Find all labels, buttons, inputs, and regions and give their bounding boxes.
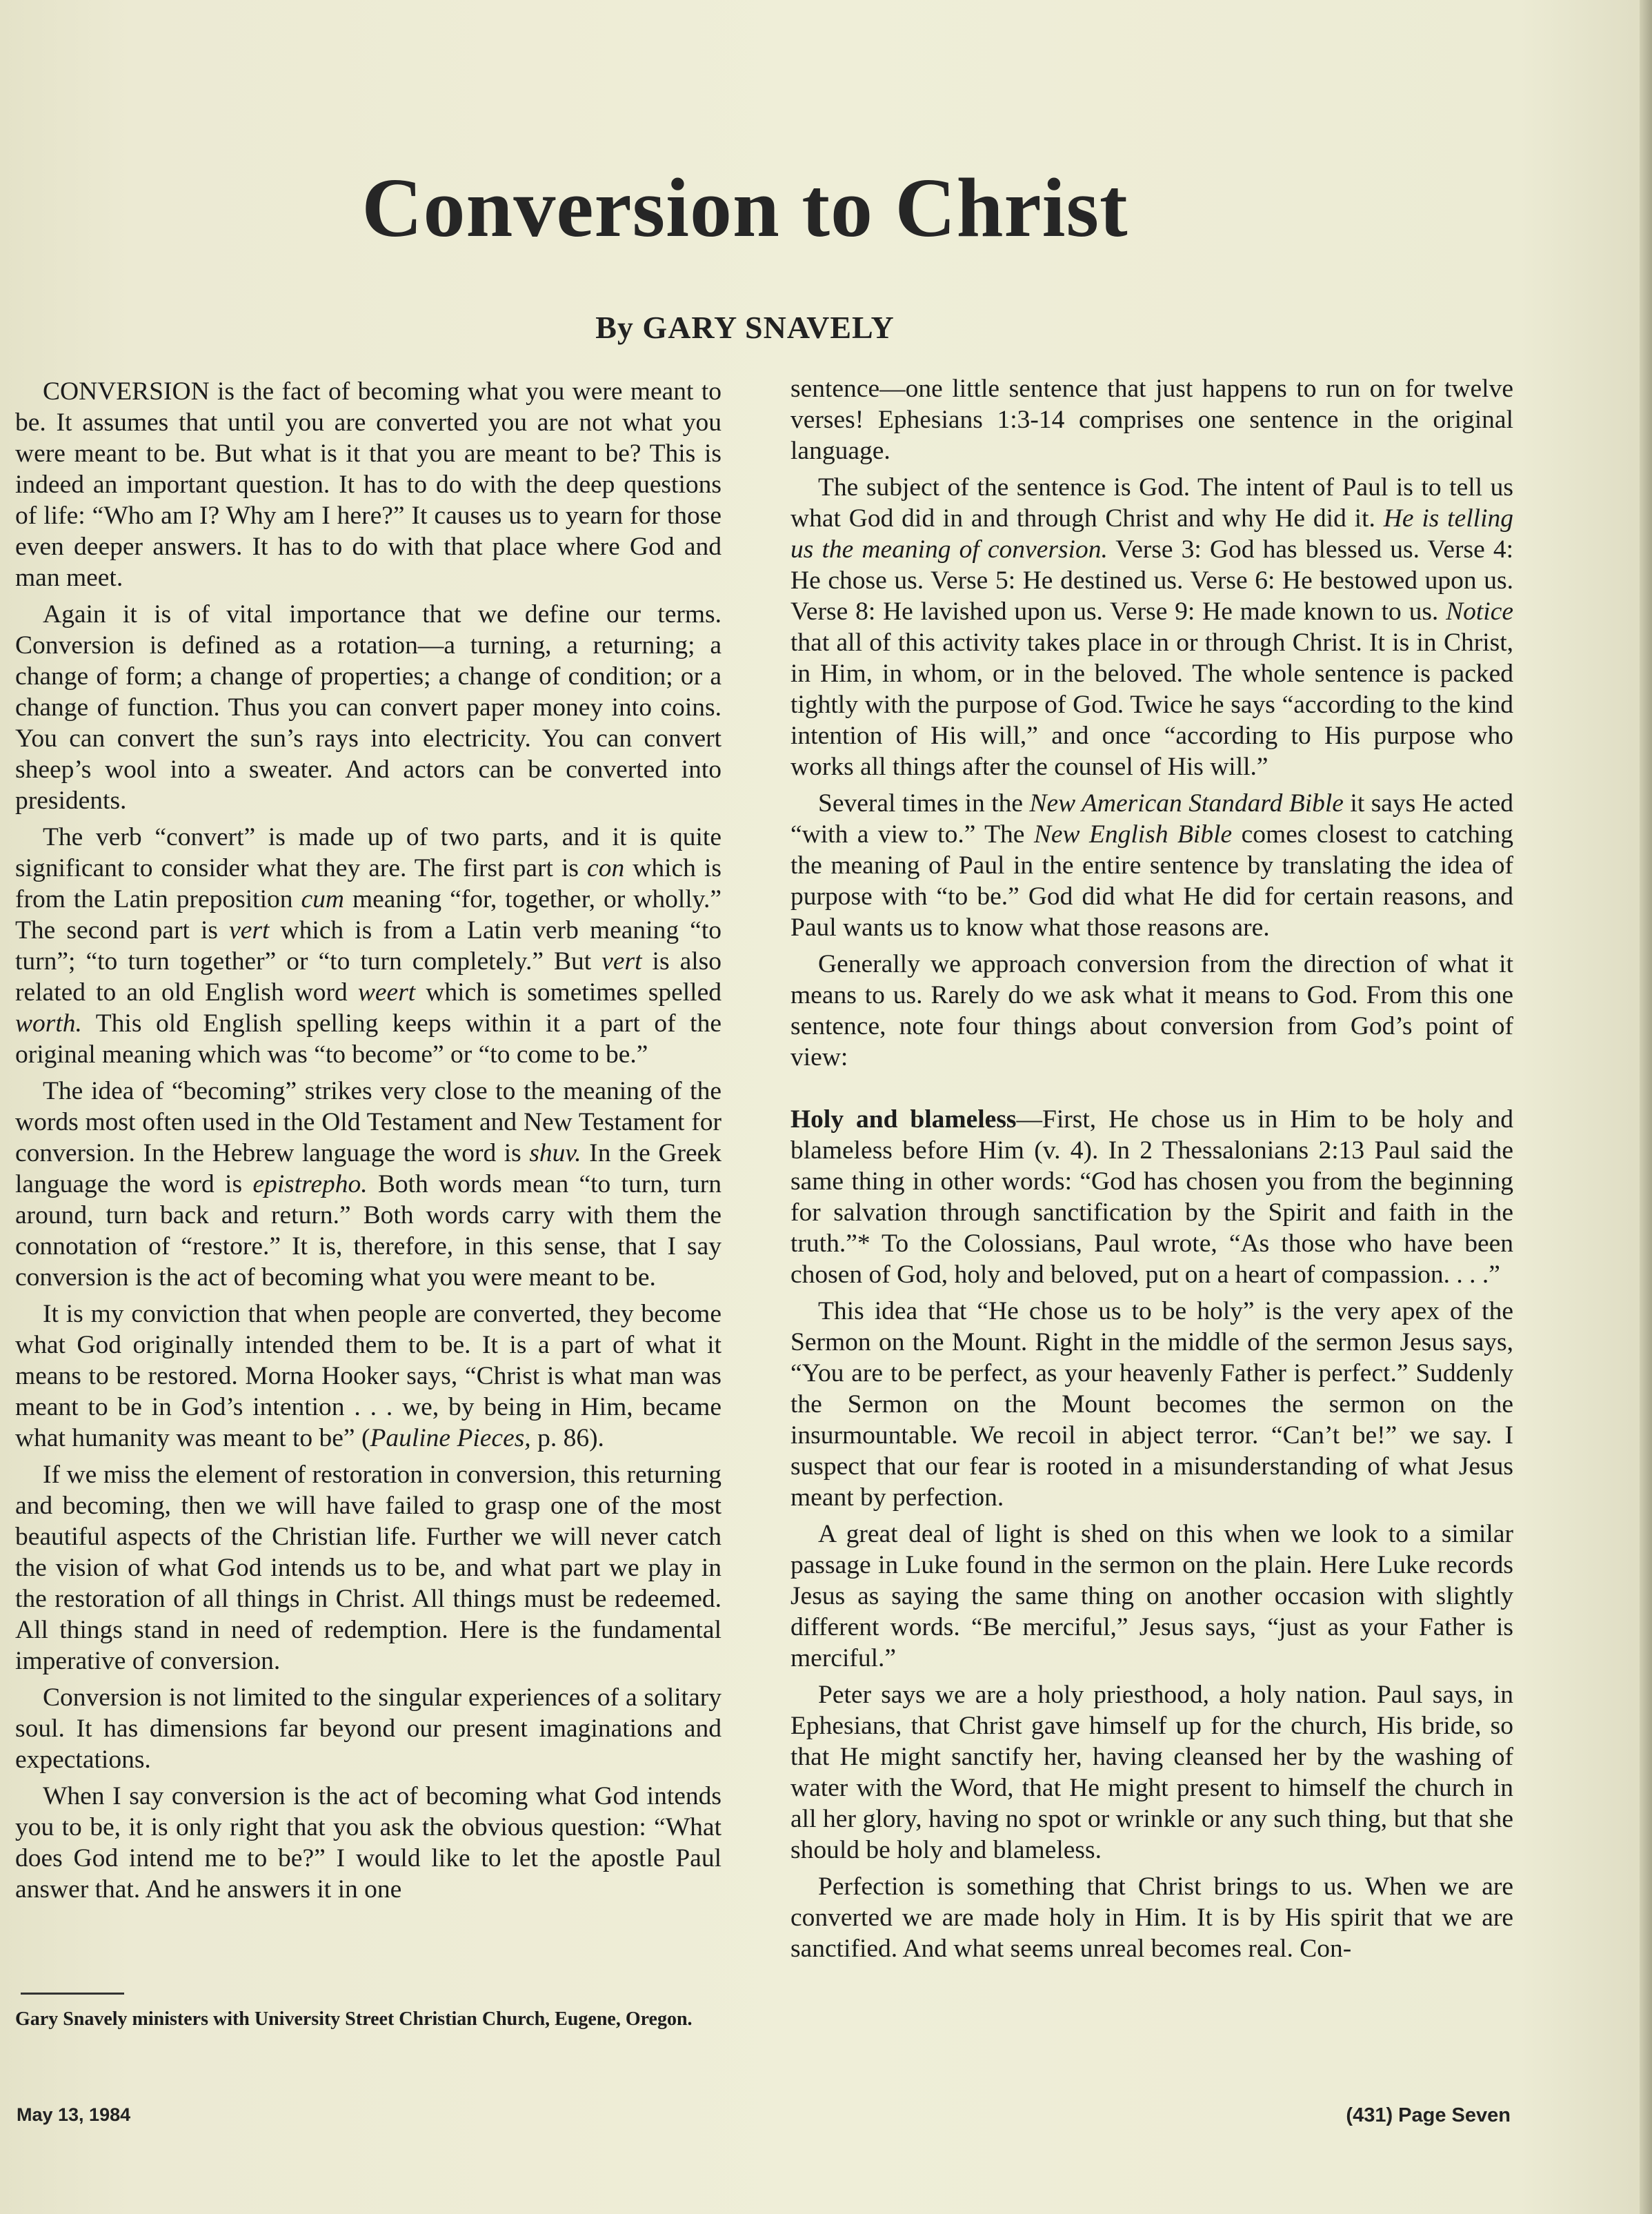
paragraph: Conversion is not limited to the singular experiences of a solitary soul. It has dimensions far beyond our present imaginations and expectations. [15, 1683, 721, 1774]
paragraph: sentence—one little sentence that just happens to run on for twelve verses! Ephesians 1:3-14 comprises one sentence in the original language. [790, 375, 1513, 465]
left-column [15, 376, 721, 1910]
paragraph: Again it is of vital importance that we define our terms. Conversion is defined as a rotation—a turning, a returning; a change of form; a change of properties; a change of condition; or a change of function. Thus you can convert paper money into coins. You can convert the sun’s rays into electricity. You can convert sheep’s wool into a sweater. And actors can be converted into presidents. [15, 600, 721, 815]
article-title: Conversion to Christ [361, 161, 1128, 255]
paragraph: A great deal of light is shed on this when we look to a similar passage in Luke found in the sermon on the plain. Here Luke records Jesus as saying the same thing on another occasion with slightly different words. “Be merciful,” Jesus says, “just as your Father is merciful.” [790, 1520, 1513, 1672]
paragraph: Generally we approach conversion from the direction of what it means to us. Rarely do we ask what it means to God. From this one sentence, note four things about conversion from God’s point of view: [790, 950, 1513, 1071]
footer-date: May 13, 1984 [17, 2104, 131, 2125]
section-paragraph: Holy and blameless—First, He chose us in Him to be holy and blameless before Him (v. 4). In 2 Thessalonians 2:13 Paul said the same thing in other words: “God has chosen you from the beginning for salvation through sanctification by the Spirit and faith in the truth.”* To the Colossians, Paul wrote, “As those who have been chosen of God, holy and beloved, put on a heart of compassion. . . .” [790, 1105, 1513, 1289]
article-byline: By GARY SNAVELY [595, 310, 895, 345]
paragraph: CONVERSION is the fact of becoming what you were meant to be. It assumes that until you are converted you are not what you were meant to be. But what is it that you are meant to be? This is indeed an important question. It has to do with the deep questions of life: “Who am I? Why am I here?” It causes us to yearn for those even deeper answers. It has to do with that place where God and man meet. [15, 377, 721, 592]
paragraph: This idea that “He chose us to be holy” is the very apex of the Sermon on the Mount. Right in the middle of the sermon Jesus says, “You are to be perfect, as your heavenly Father is perfect.” Suddenly the Sermon on the Mount becomes the sermon on the insurmountable. We recoil in abject terror. “Can’t be!” we say. I suspect that our fear is rooted in a misunderstanding of what Jesus meant by perfection. [790, 1297, 1513, 1512]
paragraph: It is my conviction that when people are converted, they become what God originally intended them to be. It is a part of what it means to be restored. Morna Hooker says, “Christ is what man was meant to be in God’s intention . . . we, by being in Him, became what humanity was meant to be” (Pauline Pieces, p. 86). [15, 1300, 721, 1452]
paragraph: The verb “convert” is made up of two parts, and it is quite significant to consider what they are. The first part is con which is from the Latin preposition cum meaning “for, together, or wholly.” The second part is vert which is from a Latin verb meaning “to turn”; “to turn together” or “to turn completely.” But vert is also related to an old English word weert which is sometimes spelled worth. This old English spelling keeps within it a part of the original meaning which was “to become” or “to come to be.” [15, 823, 722, 1069]
section-heading: Holy and blameless [790, 1105, 1017, 1134]
paragraph: The subject of the sentence is God. The intent of Paul is to tell us what God did in and through Christ and why He did it. He is telling us the meaning of conversion. Verse 3: God has blessed us. Verse 4: He chose us. Verse 5: He destined us. Verse 6: He bestowed upon us. Verse 8: He lavished upon us. Verse 9: He made known to us. Notice that all of this activity takes place in or through Christ. It is in Christ, in Him, in whom, or in the beloved. The whole sentence is packed tightly with the purpose of God. Twice he says “according to the kind intention of His will,” and once “according to His purpose who works all things after the counsel of His will.” [790, 473, 1513, 781]
author-footnote: Gary Snavely ministers with University Street Christian Church, Eugene, Oregon. [15, 2008, 693, 2030]
right-column [790, 373, 1513, 1970]
page-edge-shadow [1640, 0, 1652, 2214]
footnote-divider [21, 1993, 124, 1995]
paragraph: If we miss the element of restoration in conversion, this returning and becoming, then we will have failed to grasp one of the most beautiful aspects of the Christian life. Further we will never catch the vision of what God intends us to be, and what part we play in the restoration of all things in Christ. All things must be redeemed. All things stand in need of redemption. Here is the fundamental imperative of conversion. [15, 1461, 721, 1675]
paragraph: Perfection is something that Christ brings to us. When we are converted we are made holy in Him. It is by His spirit that we are sanctified. And what seems unreal becomes real. Con- [790, 1872, 1513, 1963]
paragraph: The idea of “becoming” strikes very close to the meaning of the words most often used in the Old Testament and New Testament for conversion. In the Hebrew language the word is shuv. In the Greek language the word is epistrepho. Both words mean “to turn, turn around, turn back and return.” Both words carry with them the connotation of “restore.” It is, therefore, in this sense, that I say conversion is the act of becoming what you were meant to be. [15, 1077, 721, 1292]
paragraph: When I say conversion is the act of becoming what God intends you to be, it is only right that you ask the obvious question: “What does God intend me to be?” I would like to let the apostle Paul answer that. And he answers it in one [15, 1782, 721, 1904]
paragraph: Peter says we are a holy priesthood, a holy nation. Paul says, in Ephesians, that Christ gave himself up for the church, His bride, so that He might sanctify her, having cleansed her by the washing of water with the Word, that He might present to himself the church in all her glory, having no spot or wrinkle or any such thing, but that she should be holy and blameless. [790, 1681, 1513, 1864]
paragraph: Several times in the New American Standard Bible it says He acted “with a view to.” The New English Bible comes closest to catching the meaning of Paul in the entire sentence by translating the idea of purpose with “to be.” God did what He did for certain reasons, and Paul wants us to know what those reasons are. [790, 789, 1514, 942]
footer-page-number: (431) Page Seven [1346, 2104, 1511, 2126]
